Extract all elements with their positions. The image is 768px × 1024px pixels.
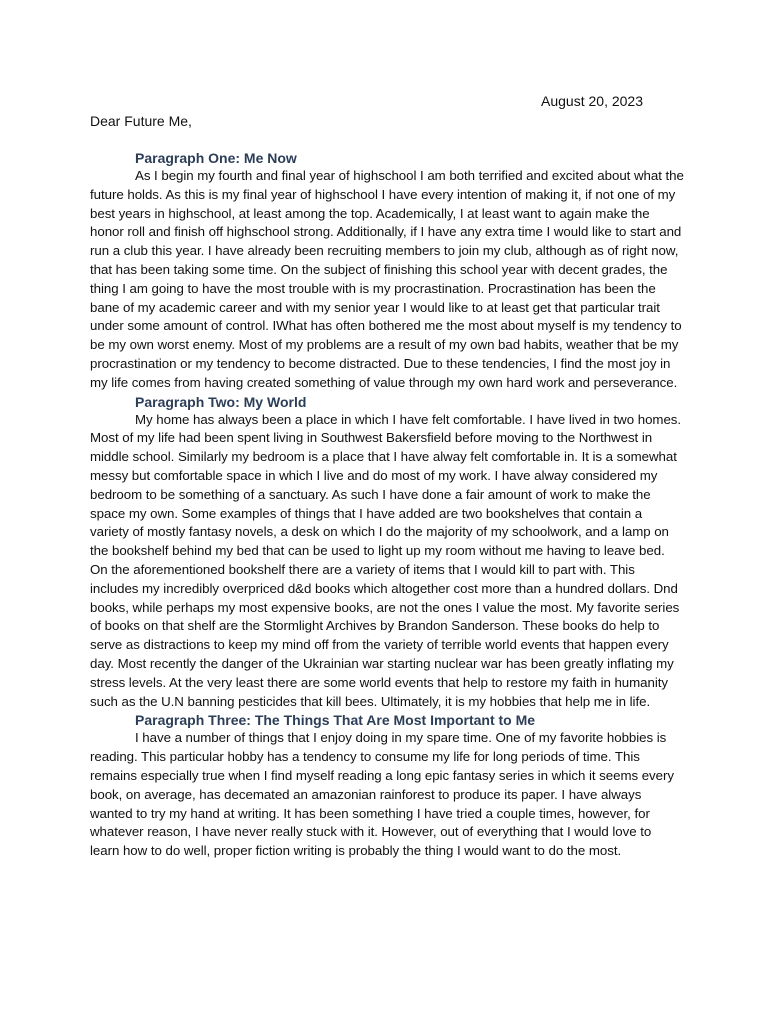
section-heading-me-now: Paragraph One: Me Now <box>135 150 297 166</box>
letter-date: August 20, 2023 <box>541 93 643 109</box>
section-paragraph-me-now: As I begin my fourth and final year of highschool I am both terrified and excited about what the future holds. As this is my final year of highschool I have every intention of making it, if not one of my best years in highschool, at least among the top. Academically, I at least want to again make the honor roll and finish off highschool strong. Additionally, if I have any extra time I would like to start and run a club this year. I have already been recruiting members to join my club, although as of right now, that has been taking some time. On the subject of finishing this school year with decent grades, the thing I am going to have the most trouble with is my procrastination. Procrastination has been the bane of my academic career and with my senior year I would like to at least get that particular trait under some amount of control. IWhat has often bothered me the most about myself is my tendency to be my own worst enemy. Most of my problems are a result of my own bad habits, weather that be my procrastination or my tendency to become distracted. Due to these tendencies, I find the most joy in my life comes from having created something of value through my own hard work and perseverance. <box>90 168 684 390</box>
section-heading-my-world: Paragraph Two: My World <box>135 393 307 410</box>
letter-salutation: Dear Future Me, <box>90 113 192 129</box>
section-paragraph-my-world: My home has always been a place in which I have felt comfortable. I have lived in two homes. Most of my life had been spent living in Southwest Bakersfield before moving to the Northwest in middle school. Similarly my bedroom is a place that I have alway felt comfortable in. It is a somewhat messy but comfortable space in which I live and do most of my work. I have alway considered my bedroom to be something of a sanctuary. As such I have done a fair amount of work to make the space my own. Some examples of things that I have added are two bookshelves that contain a variety of mostly fantasy novels, a desk on which I do the majority of my schoolwork, and a lamp on the bookshelf behind my bed that can be used to light up my room without me having to leave bed. On the aforementioned bookshelf there are a variety of items that I would kill to part with. This includes my incredibly overpriced d&d books which altogether cost more than a hundred dollars. Dnd books, while perhaps my most expensive books, are not the ones I value the most. My favorite series of books on that shelf are the Stormlight Archives by Brandon Sanderson. These books do help to serve as distractions to keep my mind off from the variety of terrible world events that happen every day. Most recently the danger of the Ukrainian war starting nuclear war has been greatly inflating my stress levels. At the very least there are some world events that help to restore my faith in humanity such as the U.N banning pesticides that kill bees. Ultimately, it is my hobbies that help me in life. <box>90 411 682 709</box>
section-heading-most-important: Paragraph Three: The Things That Are Most Important to Me <box>135 712 536 729</box>
section-paragraph-most-important: I have a number of things that I enjoy doing in my spare time. One of my favorite hobbies is reading. This particular hobby has a tendency to consume my life for long periods of time. This remains especially true when I find myself reading a long epic fantasy series in which it seems every book, on average, has decemated an amazonian rainforest to produce its paper. I have always wanted to try my hand at writing. It has been something I have tried a couple times, however, for whatever reason, I have never really stuck with it. However, out of everything that I would love to learn how to do well, proper fiction writing is probably the thing I would want to do the most. <box>90 730 674 859</box>
letter-body <box>90 149 684 861</box>
